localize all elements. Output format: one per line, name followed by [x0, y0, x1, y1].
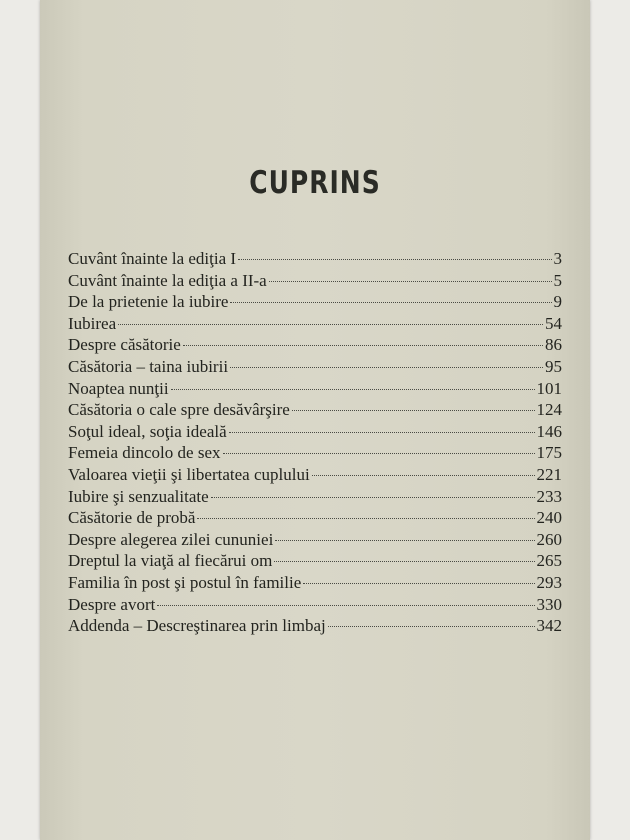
toc-entry-page: 101 [536, 378, 562, 398]
page-title: CUPRINS [249, 164, 381, 201]
toc-entry [68, 291, 562, 313]
book-page [40, 0, 590, 840]
dot-leader [275, 540, 534, 541]
dot-leader [211, 497, 535, 498]
dot-leader [118, 324, 543, 325]
dot-leader [274, 561, 534, 562]
toc-entry-page: 5 [553, 270, 562, 290]
toc-entry [68, 399, 562, 421]
toc-entry-page: 86 [545, 335, 562, 355]
toc-entry-page: 146 [536, 421, 562, 441]
toc-entry [68, 442, 562, 464]
toc-entry-title: Noaptea nunţii [68, 378, 169, 398]
dot-leader [171, 389, 535, 390]
dot-leader [157, 605, 534, 606]
toc-entry-title: Dreptul la viaţă al fiecărui om [68, 551, 273, 571]
toc-entry-title: Addenda – Descreştinarea prin limbaj [68, 616, 326, 636]
toc-entry [68, 313, 562, 335]
toc-entry-title: Soţul ideal, soţia ideală [68, 421, 227, 441]
toc-entry [68, 594, 562, 616]
dot-leader [183, 345, 543, 346]
toc-entry [68, 248, 562, 270]
toc-entry-title: Cuvânt înainte la ediţia I [68, 249, 237, 268]
toc-entry [68, 378, 562, 400]
toc-entry-title: Căsătoria – taina iubirii [68, 356, 229, 376]
dot-leader [197, 518, 534, 519]
toc-entry [68, 572, 562, 594]
toc-entry [68, 334, 562, 356]
toc-entry-title: Despre căsătorie [68, 335, 181, 355]
toc-entry [68, 615, 562, 637]
toc-entry-page: 175 [536, 443, 562, 463]
toc-entry-page: 265 [536, 551, 562, 571]
toc-entry-title: Iubire şi senzualitate [68, 486, 209, 506]
toc-entry-page: 95 [545, 356, 562, 376]
toc-entry-page: 221 [536, 464, 562, 484]
toc-entry-title: Valoarea vieţii şi libertatea cuplului [68, 464, 310, 484]
dot-leader [292, 410, 535, 411]
toc-entry [68, 270, 562, 292]
toc-entry-page: 240 [536, 508, 562, 528]
dot-leader [229, 432, 535, 433]
dot-leader [223, 453, 535, 454]
dot-leader [230, 302, 551, 303]
toc-entry-title: Despre avort [68, 594, 156, 614]
toc-entry-page: 9 [553, 292, 562, 312]
dot-leader [238, 259, 551, 260]
toc-entry [68, 550, 562, 572]
toc-entry [68, 529, 562, 551]
dot-leader [269, 281, 552, 282]
toc-entry-title: Femeia dincolo de sex [68, 443, 221, 463]
toc-entry-page: 124 [536, 400, 562, 420]
toc-entry-title: Căsătoria o cale spre desăvârşire [68, 400, 290, 420]
toc-entry-title: Despre alegerea zilei cununiei [68, 529, 274, 549]
toc-entry [68, 486, 562, 508]
toc-entry [68, 507, 562, 529]
toc-entry-page: 260 [536, 529, 562, 549]
toc-entry [68, 464, 562, 486]
toc-entry-page: 3 [553, 249, 562, 268]
dot-leader [328, 626, 535, 627]
dot-leader [312, 475, 535, 476]
toc-entry-page: 293 [536, 572, 562, 592]
toc-entry-page: 233 [536, 486, 562, 506]
toc-entry-title: De la prietenie la iubire [68, 292, 229, 312]
toc-entry-title: Familia în post şi postul în familie [68, 572, 302, 592]
toc-entry [68, 421, 562, 443]
toc-entry-page: 330 [536, 594, 562, 614]
toc-entry [68, 356, 562, 378]
table-of-contents [68, 248, 562, 637]
toc-entry-page: 54 [545, 313, 562, 333]
toc-entry-page: 342 [536, 616, 562, 636]
toc-entry-title: Căsătorie de probă [68, 508, 196, 528]
toc-entry-title: Iubirea [68, 313, 117, 333]
dot-leader [230, 367, 543, 368]
dot-leader [303, 583, 534, 584]
toc-entry-title: Cuvânt înainte la ediţia a II-a [68, 270, 267, 290]
